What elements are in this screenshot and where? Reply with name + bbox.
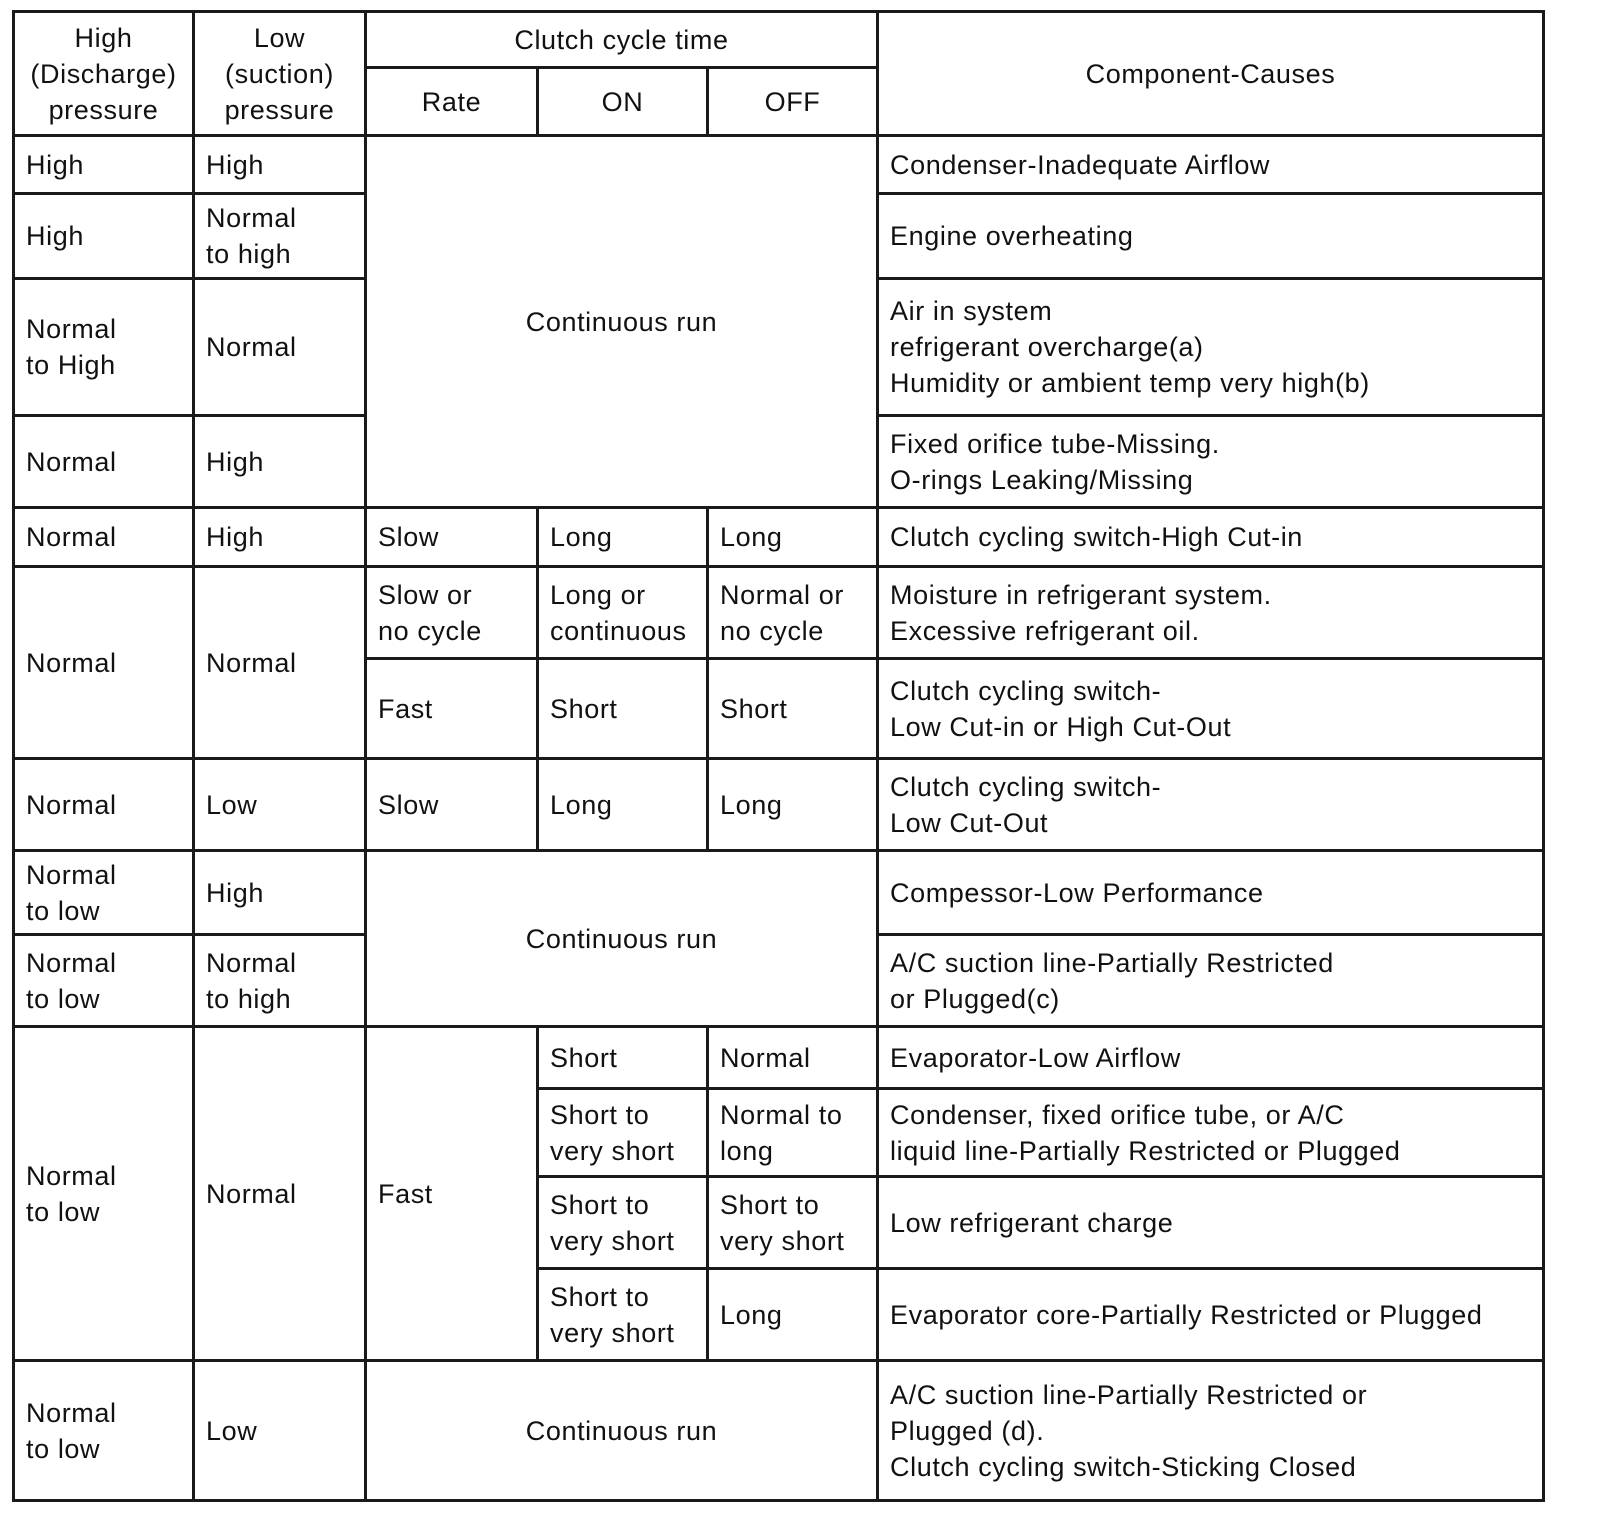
low-pressure-cell: Normal to high — [194, 935, 366, 1027]
off-cell: Short — [708, 659, 878, 759]
high-pressure-cell: Normal — [14, 759, 194, 851]
off-cell: Long — [708, 508, 878, 567]
high-pressure-cell: Normal to low — [14, 1027, 194, 1361]
header-high-pressure: High (Discharge) pressure — [14, 12, 194, 136]
rate-cell: Fast — [366, 659, 538, 759]
on-cell: Long — [538, 508, 708, 567]
off-cell: Long — [708, 759, 878, 851]
on-cell: Short — [538, 659, 708, 759]
high-pressure-cell: Normal to low — [14, 851, 194, 935]
high-pressure-cell: High — [14, 136, 194, 194]
on-cell: Short to very short — [538, 1177, 708, 1269]
low-pressure-cell: Normal — [194, 567, 366, 759]
low-pressure-cell: Normal to high — [194, 194, 366, 279]
cause-cell: Clutch cycling switch- Low Cut-Out — [878, 759, 1544, 851]
header-off: OFF — [708, 68, 878, 136]
on-cell: Short — [538, 1027, 708, 1089]
clutch-continuous-run-cell: Continuous run — [366, 136, 878, 508]
table-row — [14, 759, 1544, 851]
table-row — [14, 567, 1544, 659]
cause-cell: Fixed orifice tube-Missing. O-rings Leaking/Missing — [878, 416, 1544, 508]
high-pressure-cell: Normal — [14, 416, 194, 508]
low-pressure-cell: High — [194, 416, 366, 508]
cause-cell: A/C suction line-Partially Restricted or Plugged(c) — [878, 935, 1544, 1027]
cause-cell: Air in system refrigerant overcharge(a) Humidity or ambient temp very high(b) — [878, 279, 1544, 416]
table-row — [14, 508, 1544, 567]
off-cell: Normal or no cycle — [708, 567, 878, 659]
cause-cell: Low refrigerant charge — [878, 1177, 1544, 1269]
diagnosis-table-wrapper — [12, 10, 1545, 1502]
header-rate: Rate — [366, 68, 538, 136]
low-pressure-cell: High — [194, 508, 366, 567]
low-pressure-cell: High — [194, 136, 366, 194]
table-row — [14, 851, 1544, 935]
high-pressure-cell: Normal to High — [14, 279, 194, 416]
low-pressure-cell: Low — [194, 1361, 366, 1501]
low-pressure-cell: Low — [194, 759, 366, 851]
cause-cell: Clutch cycling switch- Low Cut-in or High Cut-Out — [878, 659, 1544, 759]
clutch-continuous-run-cell: Continuous run — [366, 1361, 878, 1501]
off-cell: Short to very short — [708, 1177, 878, 1269]
cause-cell: Moisture in refrigerant system. Excessive refrigerant oil. — [878, 567, 1544, 659]
rate-cell: Slow or no cycle — [366, 567, 538, 659]
header-on: ON — [538, 68, 708, 136]
cause-cell: Engine overheating — [878, 194, 1544, 279]
cause-cell: Evaporator core-Partially Restricted or Plugged — [878, 1269, 1544, 1361]
cause-cell: Evaporator-Low Airflow — [878, 1027, 1544, 1089]
cause-cell: Condenser, fixed orifice tube, or A/C liquid line-Partially Restricted or Plugged — [878, 1089, 1544, 1177]
rate-cell: Slow — [366, 508, 538, 567]
low-pressure-cell: Normal — [194, 1027, 366, 1361]
low-pressure-cell: High — [194, 851, 366, 935]
on-cell: Short to very short — [538, 1089, 708, 1177]
rate-cell: Fast — [366, 1027, 538, 1361]
high-pressure-cell: Normal to low — [14, 935, 194, 1027]
high-pressure-cell: Normal to low — [14, 1361, 194, 1501]
table-row — [14, 136, 1544, 194]
table-row — [14, 1361, 1544, 1501]
cause-cell: A/C suction line-Partially Restricted or Plugged (d). Clutch cycling switch-Sticking Closed — [878, 1361, 1544, 1501]
rate-cell: Slow — [366, 759, 538, 851]
on-cell: Long or continuous — [538, 567, 708, 659]
ac-pressure-diagnosis-table — [12, 10, 1545, 1502]
cause-cell: Condenser-Inadequate Airflow — [878, 136, 1544, 194]
high-pressure-cell: Normal — [14, 508, 194, 567]
table-row — [14, 1027, 1544, 1089]
header-clutch-cycle-time: Clutch cycle time — [366, 12, 878, 68]
cause-cell: Compessor-Low Performance — [878, 851, 1544, 935]
cause-cell: Clutch cycling switch-High Cut-in — [878, 508, 1544, 567]
header-row-1 — [14, 12, 1544, 68]
high-pressure-cell: High — [14, 194, 194, 279]
header-low-pressure: Low (suction) pressure — [194, 12, 366, 136]
on-cell: Short to very short — [538, 1269, 708, 1361]
clutch-continuous-run-cell: Continuous run — [366, 851, 878, 1027]
low-pressure-cell: Normal — [194, 279, 366, 416]
off-cell: Normal — [708, 1027, 878, 1089]
on-cell: Long — [538, 759, 708, 851]
high-pressure-cell: Normal — [14, 567, 194, 759]
header-component-causes: Component-Causes — [878, 12, 1544, 136]
off-cell: Normal to long — [708, 1089, 878, 1177]
off-cell: Long — [708, 1269, 878, 1361]
